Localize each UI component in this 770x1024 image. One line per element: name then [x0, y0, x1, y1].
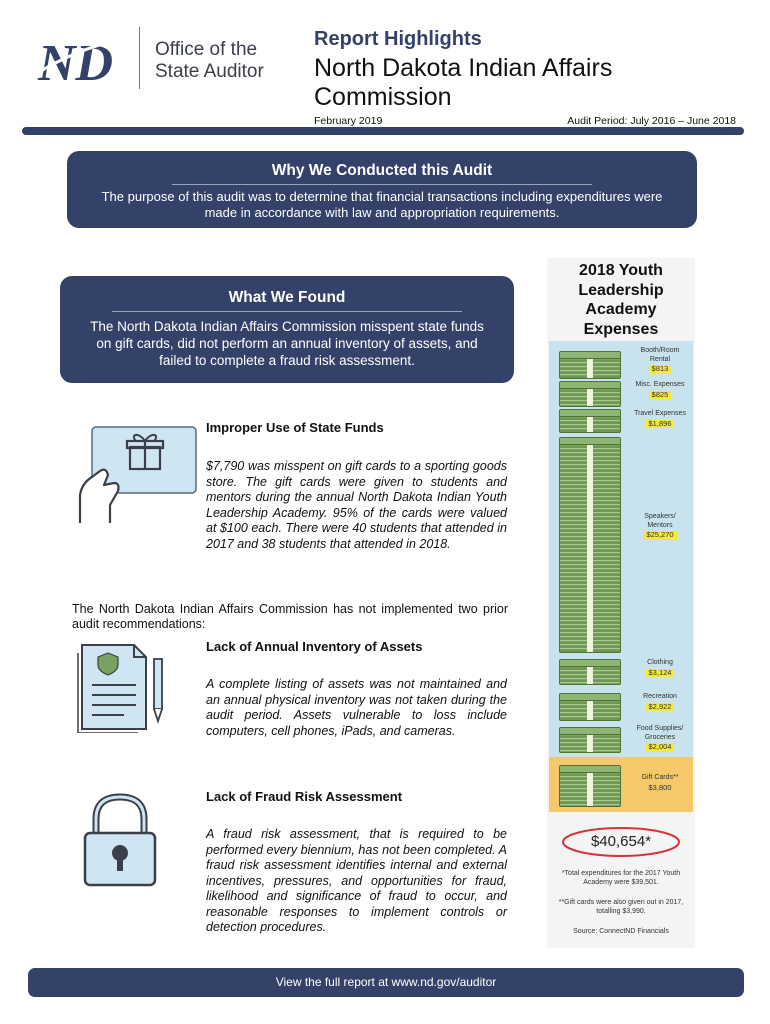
money-stack: [559, 381, 621, 407]
expense-label: [627, 381, 693, 400]
expense-label: [627, 693, 693, 712]
money-top-bill: [560, 694, 620, 701]
agency-name: [314, 54, 612, 112]
footer-bar: [28, 968, 744, 997]
expense-label-line2: Rental: [649, 355, 671, 363]
money-stack: [559, 409, 621, 433]
section2-title: Lack of Annual Inventory of Assets: [206, 639, 423, 654]
money-top-bill: [560, 382, 620, 389]
found-box: [60, 276, 514, 383]
expense-label: [627, 513, 693, 541]
money-stack: [559, 693, 621, 721]
footnote-gift-cards: **Gift cards were also given out in 2017, totalling $3,990.: [558, 899, 684, 915]
nd-logo: [34, 30, 130, 90]
money-stack: [559, 437, 621, 653]
padlock-icon: [82, 793, 158, 889]
money-top-bill: [560, 352, 620, 359]
money-stack: [559, 659, 621, 685]
office-name: [155, 39, 264, 83]
expense-label-line2: Groceries: [644, 733, 676, 741]
infographic-title: 2018 Youth Leadership Academy Expenses: [578, 262, 664, 338]
why-title: Why We Conducted this Audit: [271, 162, 493, 179]
money-band: [587, 438, 593, 652]
document-checklist-icon: [74, 643, 174, 733]
expense-amount: $2,004: [646, 743, 675, 752]
why-box: [67, 151, 697, 228]
expense-label-line1: Gift Cards**: [641, 774, 679, 781]
report-highlights-label: Report Highlights: [314, 28, 482, 50]
found-title-rule: [112, 311, 462, 312]
expense-amount: $825: [649, 391, 672, 400]
audit-period: Audit Period: July 2016 – June 2018: [567, 115, 736, 127]
expense-amount: $1,896: [646, 420, 675, 429]
recommendation-note: The North Dakota Indian Affairs Commission has not implemented two prior audit recommendations:: [72, 602, 508, 631]
found-body: The North Dakota Indian Affairs Commission misspent state funds on gift cards, did not perform an annual inventory of assets, and failed to complete a fraud risk assessment.: [90, 319, 484, 368]
total-amount: $40,654*: [560, 825, 682, 859]
expense-label-line1: Clothing: [647, 659, 673, 666]
office-line1: Office of the: [155, 39, 258, 60]
found-title: What We Found: [228, 289, 346, 306]
section2-body: A complete listing of assets was not maintained and an annual physical inventory was not taken during the audit period. Assets vulnerable to loss include computers, cell phones, iPads, and cameras.: [206, 677, 507, 738]
expense-label: [627, 347, 693, 375]
logo-divider: [139, 27, 140, 89]
gift-card-icon: [74, 425, 200, 525]
footnote-total: *Total expenditures for the 2017 Youth Academy were $39,501.: [561, 870, 681, 886]
expense-amount: $2,922: [646, 703, 675, 712]
expense-amount: $3,800: [648, 782, 672, 792]
money-stack-list: [549, 341, 693, 812]
expense-label-line1: Recreation: [643, 693, 677, 700]
svg-text:ND: ND: [38, 35, 114, 90]
money-stack: [559, 351, 621, 379]
money-top-bill: [560, 438, 620, 445]
expense-label: [627, 774, 693, 793]
expense-label-line1: Travel Expenses: [634, 410, 686, 417]
section3-body: A fraud risk assessment, that is required to be performed every biennium, has not been completed. A fraud risk assessment identifies internal and external incentives, pressures, and opportunities for fraud, likelihood and significance of fraud to occur, and reasonable responses to implement controls or detection procedures.: [206, 827, 507, 934]
money-top-bill: [560, 660, 620, 667]
expense-amount: $813: [649, 365, 672, 374]
expense-label-line1: Misc. Expenses: [635, 381, 685, 388]
why-title-rule: [172, 184, 592, 185]
source-note: Source: ConnectND Financials: [573, 928, 669, 935]
office-line2: State Auditor: [155, 61, 264, 82]
money-top-bill: [560, 410, 620, 417]
why-body: The purpose of this audit was to determine that financial transactions including expenditures were made in accordance with law and appropriation requirements.: [101, 189, 663, 220]
agency-line2: Commission: [314, 83, 452, 111]
expense-label-line1: Speakers/: [644, 513, 676, 520]
section1-body: $7,790 was misspent on gift cards to a sporting goods store. The gift cards were given to students and mentors during the annual North Dakota Indian Youth Leadership Academy. 95% of the cards were valued at $100 each. There were 40 students that attended in 2017 and 38 students that attended in 2018.: [206, 459, 507, 551]
report-date: February 2019: [314, 115, 383, 127]
expense-label-line1: Food Supplies/: [636, 725, 684, 732]
agency-line1: North Dakota Indian Affairs: [314, 54, 613, 82]
money-top-bill: [560, 728, 620, 735]
section3-title: Lack of Fraud Risk Assessment: [206, 789, 403, 804]
expense-label: [627, 659, 693, 678]
expense-amount: $3,124: [646, 669, 675, 678]
expense-label: [627, 410, 693, 429]
header-rule: [22, 127, 744, 135]
expense-amount: $25,270: [643, 531, 676, 540]
money-stack: [559, 727, 621, 753]
money-stack: [559, 765, 621, 807]
footer-link[interactable]: View the full report at www.nd.gov/auditor: [275, 975, 497, 989]
expense-label: [627, 725, 693, 753]
section1-title: Improper Use of State Funds: [206, 420, 384, 435]
money-top-bill: [560, 766, 620, 773]
expense-label-line2: Mentors: [647, 521, 673, 529]
expense-label-line1: Booth/Room: [640, 347, 680, 354]
